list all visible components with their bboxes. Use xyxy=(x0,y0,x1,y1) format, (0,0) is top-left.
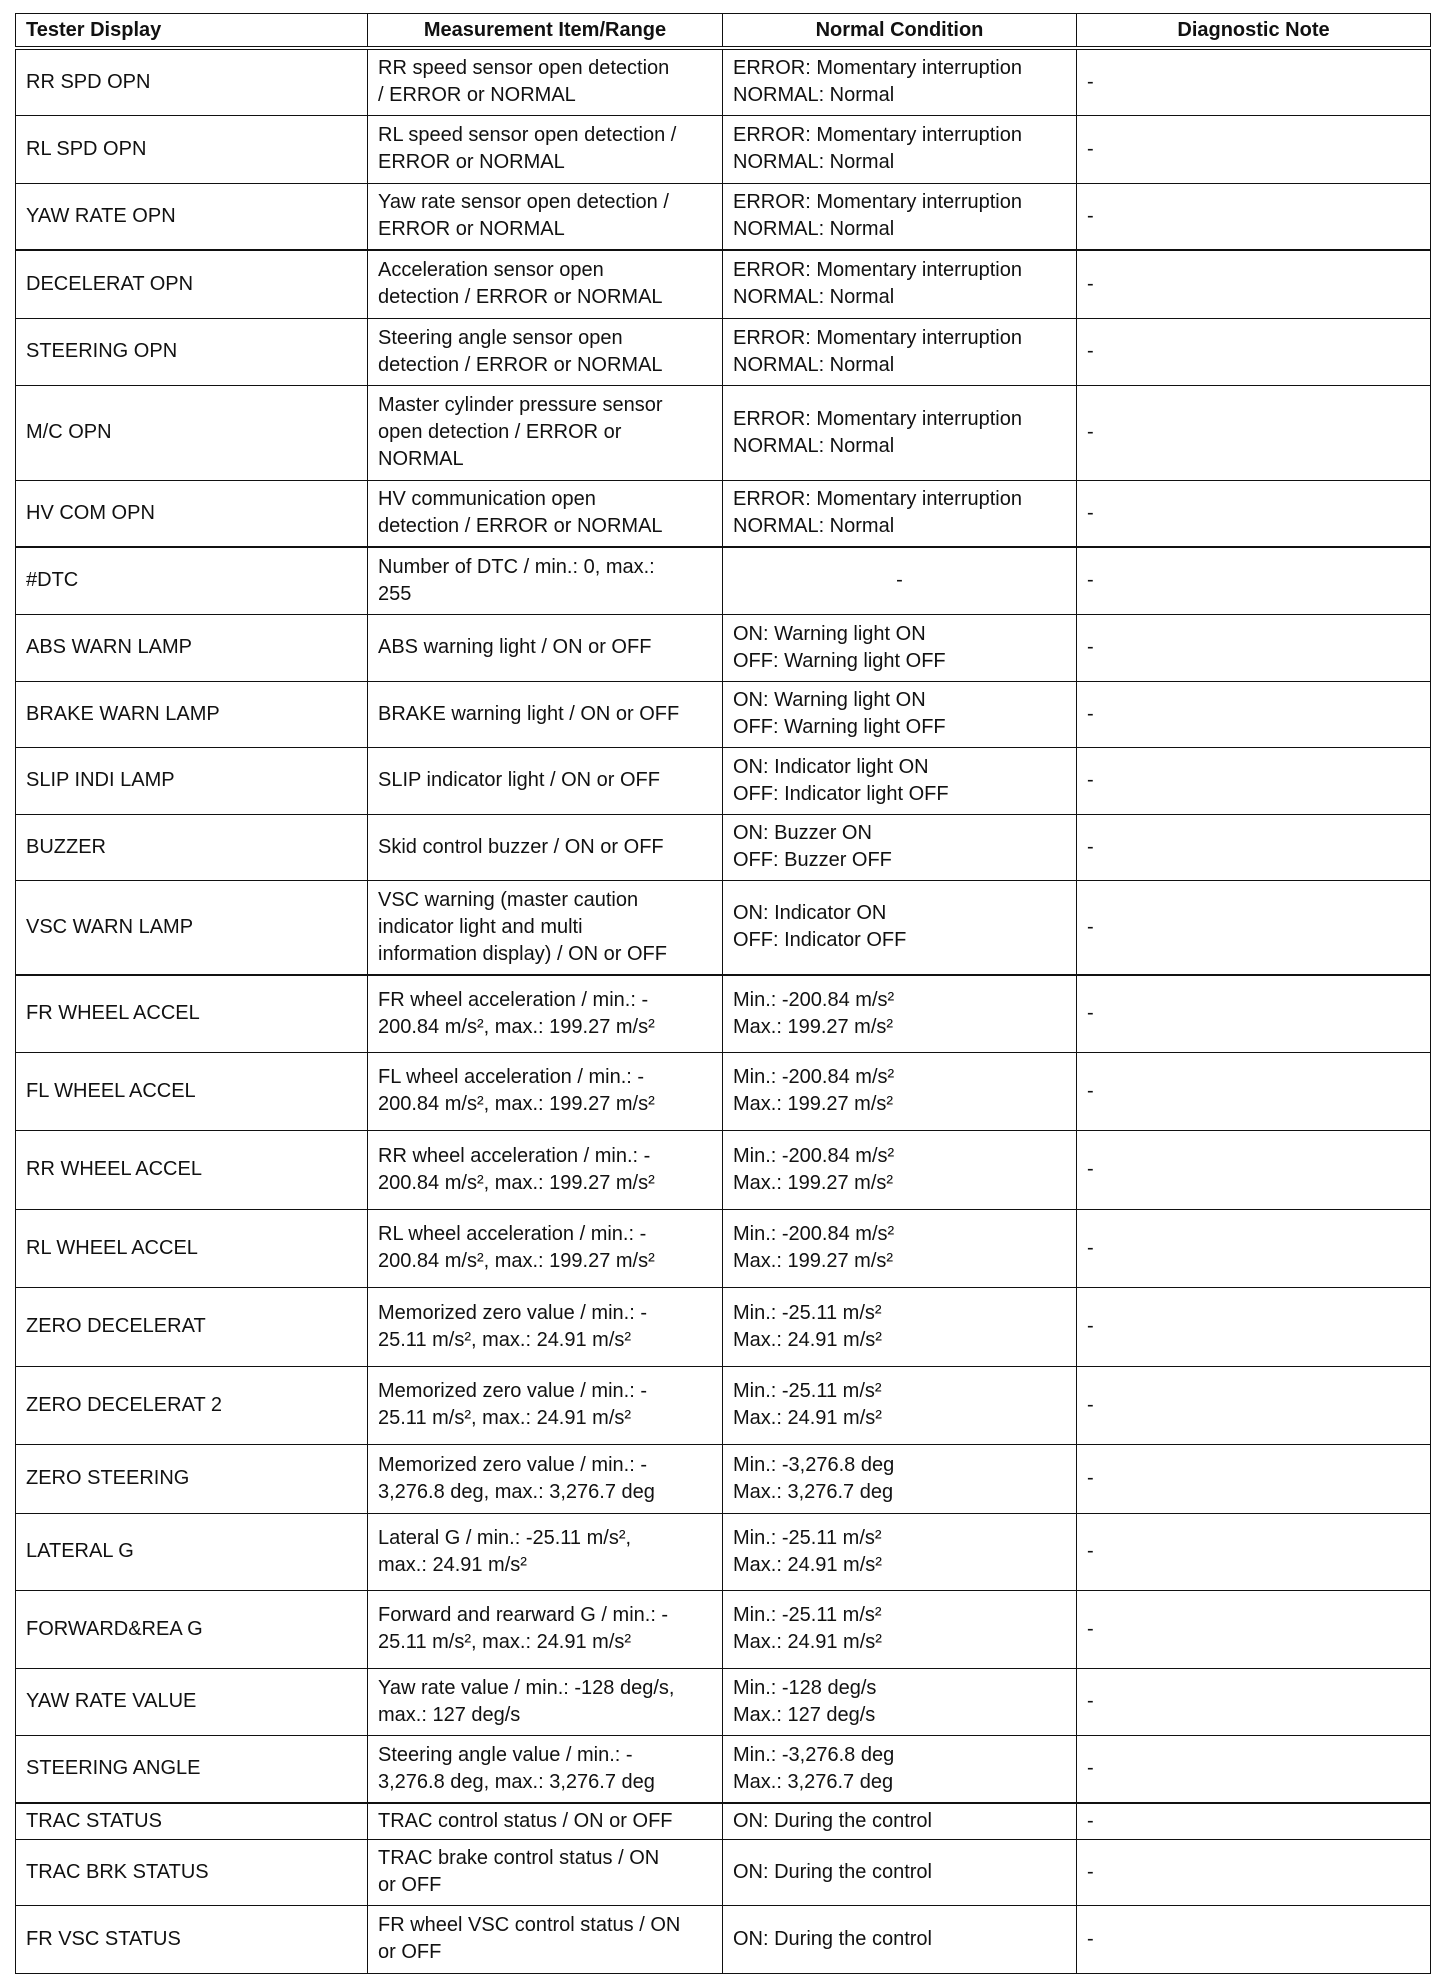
table-row xyxy=(16,1590,1431,1668)
measurement-item-cell: HV communication open detection / ERROR or NORMAL xyxy=(368,480,723,547)
table-body xyxy=(16,48,1431,1973)
diagnostic-note-cell: - xyxy=(1077,880,1431,975)
diagnostic-note-cell: - xyxy=(1077,183,1431,250)
diagnostic-note-cell: - xyxy=(1077,1839,1431,1905)
table-row xyxy=(16,1287,1431,1366)
header-measurement-item: Measurement Item/Range xyxy=(368,14,723,49)
diagnostic-note-cell: - xyxy=(1077,1668,1431,1735)
measurement-item-cell: BRAKE warning light / ON or OFF xyxy=(368,681,723,747)
tester-display-cell: ZERO DECELERAT 2 xyxy=(16,1366,368,1444)
diagnostic-note-cell: - xyxy=(1077,547,1431,614)
tester-display-cell: RR SPD OPN xyxy=(16,48,368,115)
diagnostic-note-cell: - xyxy=(1077,1052,1431,1130)
tester-display-cell: TRAC BRK STATUS xyxy=(16,1839,368,1905)
measurement-item-cell: Memorized zero value / min.: - 25.11 m/s², max.: 24.91 m/s² xyxy=(368,1366,723,1444)
diagnostic-note-cell: - xyxy=(1077,1590,1431,1668)
normal-condition-cell: Min.: -3,276.8 deg Max.: 3,276.7 deg xyxy=(723,1444,1077,1513)
diagnostic-note-cell: - xyxy=(1077,814,1431,880)
table-row xyxy=(16,1366,1431,1444)
tester-display-cell: FR WHEEL ACCEL xyxy=(16,975,368,1052)
normal-condition-cell: Min.: -200.84 m/s² Max.: 199.27 m/s² xyxy=(723,1052,1077,1130)
diagnostic-note-cell: - xyxy=(1077,1905,1431,1973)
tester-display-cell: RR WHEEL ACCEL xyxy=(16,1130,368,1209)
diagnostic-note-cell: - xyxy=(1077,1513,1431,1590)
measurement-item-cell: RL wheel acceleration / min.: - 200.84 m/s², max.: 199.27 m/s² xyxy=(368,1209,723,1287)
measurement-item-cell: VSC warning (master caution indicator light and multi information display) / ON or OFF xyxy=(368,880,723,975)
tester-display-cell: YAW RATE VALUE xyxy=(16,1668,368,1735)
normal-condition-cell: ON: During the control xyxy=(723,1803,1077,1839)
table-row xyxy=(16,115,1431,183)
table-row xyxy=(16,1052,1431,1130)
diagnostic-note-cell: - xyxy=(1077,1735,1431,1803)
normal-condition-cell: ERROR: Momentary interruption NORMAL: Normal xyxy=(723,48,1077,115)
normal-condition-cell: ERROR: Momentary interruption NORMAL: Normal xyxy=(723,115,1077,183)
table-row xyxy=(16,183,1431,250)
diagnostic-note-cell: - xyxy=(1077,1803,1431,1839)
diagnostic-note-cell: - xyxy=(1077,318,1431,385)
table-row xyxy=(16,747,1431,814)
header-tester-display: Tester Display xyxy=(16,14,368,49)
table-row xyxy=(16,250,1431,318)
normal-condition-cell: ERROR: Momentary interruption NORMAL: Normal xyxy=(723,183,1077,250)
normal-condition-cell: ERROR: Momentary interruption NORMAL: Normal xyxy=(723,250,1077,318)
measurement-item-cell: Steering angle sensor open detection / ERROR or NORMAL xyxy=(368,318,723,385)
measurement-item-cell: TRAC brake control status / ON or OFF xyxy=(368,1839,723,1905)
table-row xyxy=(16,318,1431,385)
tester-display-cell: BRAKE WARN LAMP xyxy=(16,681,368,747)
table-row xyxy=(16,975,1431,1052)
measurement-item-cell: RL speed sensor open detection / ERROR or NORMAL xyxy=(368,115,723,183)
measurement-item-cell: Acceleration sensor open detection / ERROR or NORMAL xyxy=(368,250,723,318)
table-row xyxy=(16,1668,1431,1735)
table-row xyxy=(16,1735,1431,1803)
measurement-item-cell: Steering angle value / min.: - 3,276.8 deg, max.: 3,276.7 deg xyxy=(368,1735,723,1803)
normal-condition-cell: ERROR: Momentary interruption NORMAL: Normal xyxy=(723,385,1077,480)
diagnostic-note-cell: - xyxy=(1077,480,1431,547)
table-row xyxy=(16,681,1431,747)
normal-condition-cell: - xyxy=(723,547,1077,614)
normal-condition-cell: Min.: -25.11 m/s² Max.: 24.91 m/s² xyxy=(723,1513,1077,1590)
measurement-item-cell: Number of DTC / min.: 0, max.: 255 xyxy=(368,547,723,614)
tester-display-cell: FL WHEEL ACCEL xyxy=(16,1052,368,1130)
tester-display-cell: HV COM OPN xyxy=(16,480,368,547)
tester-display-cell: STEERING ANGLE xyxy=(16,1735,368,1803)
measurement-item-cell: RR speed sensor open detection / ERROR or NORMAL xyxy=(368,48,723,115)
header-diagnostic-note: Diagnostic Note xyxy=(1077,14,1431,49)
normal-condition-cell: ON: Buzzer ON OFF: Buzzer OFF xyxy=(723,814,1077,880)
diagnostic-note-cell: - xyxy=(1077,1444,1431,1513)
measurement-item-cell: Forward and rearward G / min.: - 25.11 m/s², max.: 24.91 m/s² xyxy=(368,1590,723,1668)
diagnostic-note-cell: - xyxy=(1077,385,1431,480)
table-row xyxy=(16,385,1431,480)
tester-display-cell: LATERAL G xyxy=(16,1513,368,1590)
normal-condition-cell: ON: Warning light ON OFF: Warning light OFF xyxy=(723,614,1077,681)
normal-condition-cell: Min.: -128 deg/s Max.: 127 deg/s xyxy=(723,1668,1077,1735)
diagnostic-note-cell: - xyxy=(1077,1287,1431,1366)
diagnostic-note-cell: - xyxy=(1077,1209,1431,1287)
table-row xyxy=(16,880,1431,975)
table-row xyxy=(16,480,1431,547)
normal-condition-cell: Min.: -25.11 m/s² Max.: 24.91 m/s² xyxy=(723,1366,1077,1444)
table-row xyxy=(16,1905,1431,1973)
diagnostic-note-cell: - xyxy=(1077,614,1431,681)
normal-condition-cell: Min.: -25.11 m/s² Max.: 24.91 m/s² xyxy=(723,1590,1077,1668)
tester-display-cell: ABS WARN LAMP xyxy=(16,614,368,681)
table-row xyxy=(16,1130,1431,1209)
measurement-item-cell: FL wheel acceleration / min.: - 200.84 m/s², max.: 199.27 m/s² xyxy=(368,1052,723,1130)
tester-display-cell: RL SPD OPN xyxy=(16,115,368,183)
tester-display-cell: TRAC STATUS xyxy=(16,1803,368,1839)
diagnostic-note-cell: - xyxy=(1077,1366,1431,1444)
normal-condition-cell: Min.: -200.84 m/s² Max.: 199.27 m/s² xyxy=(723,1209,1077,1287)
data-list-table xyxy=(15,13,1431,1974)
measurement-item-cell: ABS warning light / ON or OFF xyxy=(368,614,723,681)
tester-display-cell: STEERING OPN xyxy=(16,318,368,385)
table-row xyxy=(16,48,1431,115)
normal-condition-cell: ERROR: Momentary interruption NORMAL: Normal xyxy=(723,318,1077,385)
normal-condition-cell: ON: During the control xyxy=(723,1905,1077,1973)
measurement-item-cell: FR wheel VSC control status / ON or OFF xyxy=(368,1905,723,1973)
table-header-row xyxy=(16,14,1431,49)
diagnostic-note-cell: - xyxy=(1077,681,1431,747)
measurement-item-cell: TRAC control status / ON or OFF xyxy=(368,1803,723,1839)
measurement-item-cell: Skid control buzzer / ON or OFF xyxy=(368,814,723,880)
tester-display-cell: FR VSC STATUS xyxy=(16,1905,368,1973)
tester-display-cell: BUZZER xyxy=(16,814,368,880)
measurement-item-cell: RR wheel acceleration / min.: - 200.84 m/s², max.: 199.27 m/s² xyxy=(368,1130,723,1209)
diagnostic-note-cell: - xyxy=(1077,747,1431,814)
measurement-item-cell: Lateral G / min.: -25.11 m/s², max.: 24.91 m/s² xyxy=(368,1513,723,1590)
normal-condition-cell: ERROR: Momentary interruption NORMAL: Normal xyxy=(723,480,1077,547)
normal-condition-cell: Min.: -25.11 m/s² Max.: 24.91 m/s² xyxy=(723,1287,1077,1366)
measurement-item-cell: Yaw rate value / min.: -128 deg/s, max.: 127 deg/s xyxy=(368,1668,723,1735)
measurement-item-cell: FR wheel acceleration / min.: - 200.84 m/s², max.: 199.27 m/s² xyxy=(368,975,723,1052)
tester-display-cell: ZERO DECELERAT xyxy=(16,1287,368,1366)
normal-condition-cell: Min.: -200.84 m/s² Max.: 199.27 m/s² xyxy=(723,1130,1077,1209)
tester-display-cell: ZERO STEERING xyxy=(16,1444,368,1513)
table-row xyxy=(16,1803,1431,1839)
normal-condition-cell: ON: Warning light ON OFF: Warning light OFF xyxy=(723,681,1077,747)
tester-display-cell: DECELERAT OPN xyxy=(16,250,368,318)
tester-display-cell: M/C OPN xyxy=(16,385,368,480)
table-row xyxy=(16,1209,1431,1287)
normal-condition-cell: ON: Indicator light ON OFF: Indicator light OFF xyxy=(723,747,1077,814)
table-row xyxy=(16,1839,1431,1905)
normal-condition-cell: Min.: -3,276.8 deg Max.: 3,276.7 deg xyxy=(723,1735,1077,1803)
tester-display-cell: YAW RATE OPN xyxy=(16,183,368,250)
normal-condition-cell: Min.: -200.84 m/s² Max.: 199.27 m/s² xyxy=(723,975,1077,1052)
measurement-item-cell: Memorized zero value / min.: - 3,276.8 deg, max.: 3,276.7 deg xyxy=(368,1444,723,1513)
normal-condition-cell: ON: Indicator ON OFF: Indicator OFF xyxy=(723,880,1077,975)
measurement-item-cell: Master cylinder pressure sensor open detection / ERROR or NORMAL xyxy=(368,385,723,480)
normal-condition-cell: ON: During the control xyxy=(723,1839,1077,1905)
table-row xyxy=(16,614,1431,681)
diagnostic-note-cell: - xyxy=(1077,48,1431,115)
table-row xyxy=(16,814,1431,880)
tester-display-cell: SLIP INDI LAMP xyxy=(16,747,368,814)
diagnostic-note-cell: - xyxy=(1077,250,1431,318)
table-row xyxy=(16,1513,1431,1590)
diagnostic-note-cell: - xyxy=(1077,975,1431,1052)
tester-display-cell: FORWARD&REA G xyxy=(16,1590,368,1668)
table-row xyxy=(16,547,1431,614)
diagnostic-note-cell: - xyxy=(1077,115,1431,183)
measurement-item-cell: Yaw rate sensor open detection / ERROR or NORMAL xyxy=(368,183,723,250)
tester-display-cell: RL WHEEL ACCEL xyxy=(16,1209,368,1287)
tester-display-cell: #DTC xyxy=(16,547,368,614)
header-normal-condition: Normal Condition xyxy=(723,14,1077,49)
measurement-item-cell: Memorized zero value / min.: - 25.11 m/s², max.: 24.91 m/s² xyxy=(368,1287,723,1366)
table-row xyxy=(16,1444,1431,1513)
tester-display-cell: VSC WARN LAMP xyxy=(16,880,368,975)
diagnostic-note-cell: - xyxy=(1077,1130,1431,1209)
measurement-item-cell: SLIP indicator light / ON or OFF xyxy=(368,747,723,814)
